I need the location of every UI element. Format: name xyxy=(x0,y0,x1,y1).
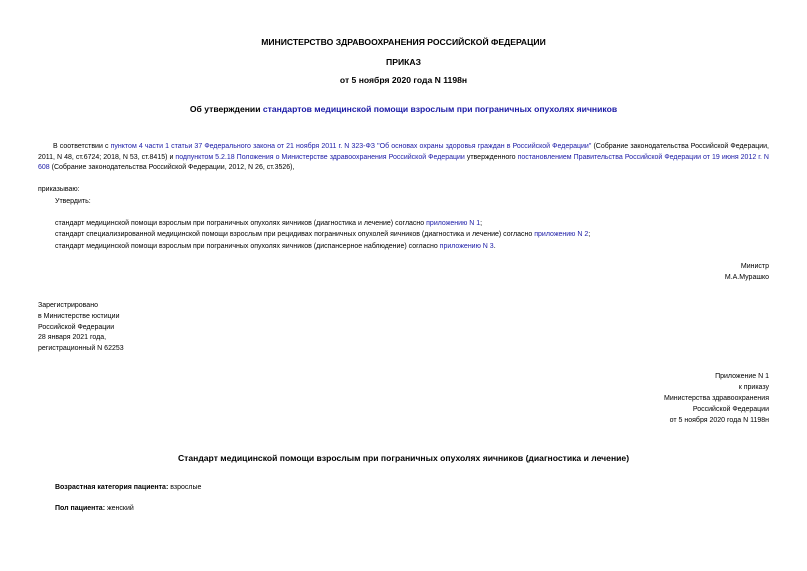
registration-block xyxy=(38,301,124,355)
signature-position: Министр xyxy=(740,263,769,270)
patient-sex-label: Пол пациента: xyxy=(55,505,106,512)
age-category-label: Возрастная категория пациента: xyxy=(55,484,169,491)
standard-text: стандарт медицинской помощи взрослым при пограничных опухолях яичников (диагностика и лечение) согласно xyxy=(55,220,427,227)
preamble-paragraph xyxy=(38,142,769,174)
age-category-field xyxy=(55,484,201,491)
registration-line: 28 января 2021 года, xyxy=(38,334,107,342)
appendix-line: к приказу xyxy=(738,383,769,391)
appendix-block xyxy=(664,372,769,427)
preamble-text-1: В соответствии с xyxy=(53,143,111,150)
registration-line: в Министерстве юстиции xyxy=(38,312,120,320)
preamble-text-3: утвержденного xyxy=(464,153,518,161)
registration-line: Российской Федерации xyxy=(38,323,115,331)
preamble-text-4: (Собрание законодательства Российской Федерации, 2012, N 26, ст.3526), xyxy=(49,164,295,172)
appendix-1-link[interactable]: приложению N 1 xyxy=(426,220,481,227)
standard-end: . xyxy=(493,242,496,250)
doc-type-heading: ПРИКАЗ xyxy=(386,57,421,67)
signature-name: М.А.Мурашко xyxy=(724,274,769,281)
signature-block xyxy=(725,261,769,283)
appendix-line: Российской Федерации xyxy=(692,405,769,413)
law-323-link[interactable]: пунктом 4 части 1 статьи 37 Федерального закона от 21 ноября 2011 г. N 323-ФЗ "Об основах охраны здоровья граждан в Российской Федерации" xyxy=(110,143,592,150)
standard-text: стандарт специализированной медицинской помощи взрослым при рецидивах пограничных опухолей яичников (диагностика и лечение) согласно xyxy=(55,231,535,239)
doc-title-link[interactable]: стандартов медицинской помощи взрослым при пограничных опухолях яичников xyxy=(262,104,618,114)
registration-line: регистрационный N 62253 xyxy=(38,345,124,353)
doc-date-number: от 5 ноября 2020 года N 1198н xyxy=(339,75,468,85)
order-word: приказываю: xyxy=(38,186,80,193)
appendix-line: от 5 ноября 2020 года N 1198н xyxy=(669,416,769,424)
patient-sex-field xyxy=(55,505,134,512)
government-resolution-link[interactable]: постановлением Правительства Российской Федерации от 19 июня 2012 г. N 608 xyxy=(38,153,769,172)
approve-word: Утвердить: xyxy=(55,198,91,205)
standard-end: ; xyxy=(588,231,591,239)
standard-title: Стандарт медицинской помощи взрослым при пограничных опухолях яичников (диагностика и лечение) xyxy=(177,453,630,463)
appendix-3-link[interactable]: приложению N 3 xyxy=(439,242,494,250)
appendix-line: Министерства здравоохранения xyxy=(664,394,769,402)
appendix-line: Приложение N 1 xyxy=(715,373,769,380)
list-item xyxy=(55,229,590,240)
appendix-2-link[interactable]: приложению N 2 xyxy=(534,231,589,239)
preamble-text-2: (Собрание законодательства Российской Федерации, 2011, N 48, ст.6724; 2018, N 53, ст.8415) и xyxy=(38,143,769,161)
standard-end: ; xyxy=(480,220,483,227)
age-category-value: взрослые xyxy=(168,484,202,491)
doc-title xyxy=(0,104,807,114)
patient-sex-value: женский xyxy=(105,505,134,512)
standards-list xyxy=(55,218,590,252)
list-item xyxy=(55,218,590,229)
list-item xyxy=(55,241,590,252)
registration-line: Зарегистрировано xyxy=(38,302,98,309)
doc-title-prefix: Об утверждении xyxy=(189,104,263,114)
ministry-heading: МИНИСТЕРСТВО ЗДРАВООХРАНЕНИЯ РОССИЙСКОЙ ФЕДЕРАЦИИ xyxy=(261,37,546,47)
regulation-link[interactable]: подпунктом 5.2.18 Положения о Министерстве здравоохранения Российской Федерации xyxy=(175,153,465,161)
standard-text: стандарт медицинской помощи взрослым при пограничных опухолях яичников (диспансерное наблюдение) согласно xyxy=(55,242,440,250)
